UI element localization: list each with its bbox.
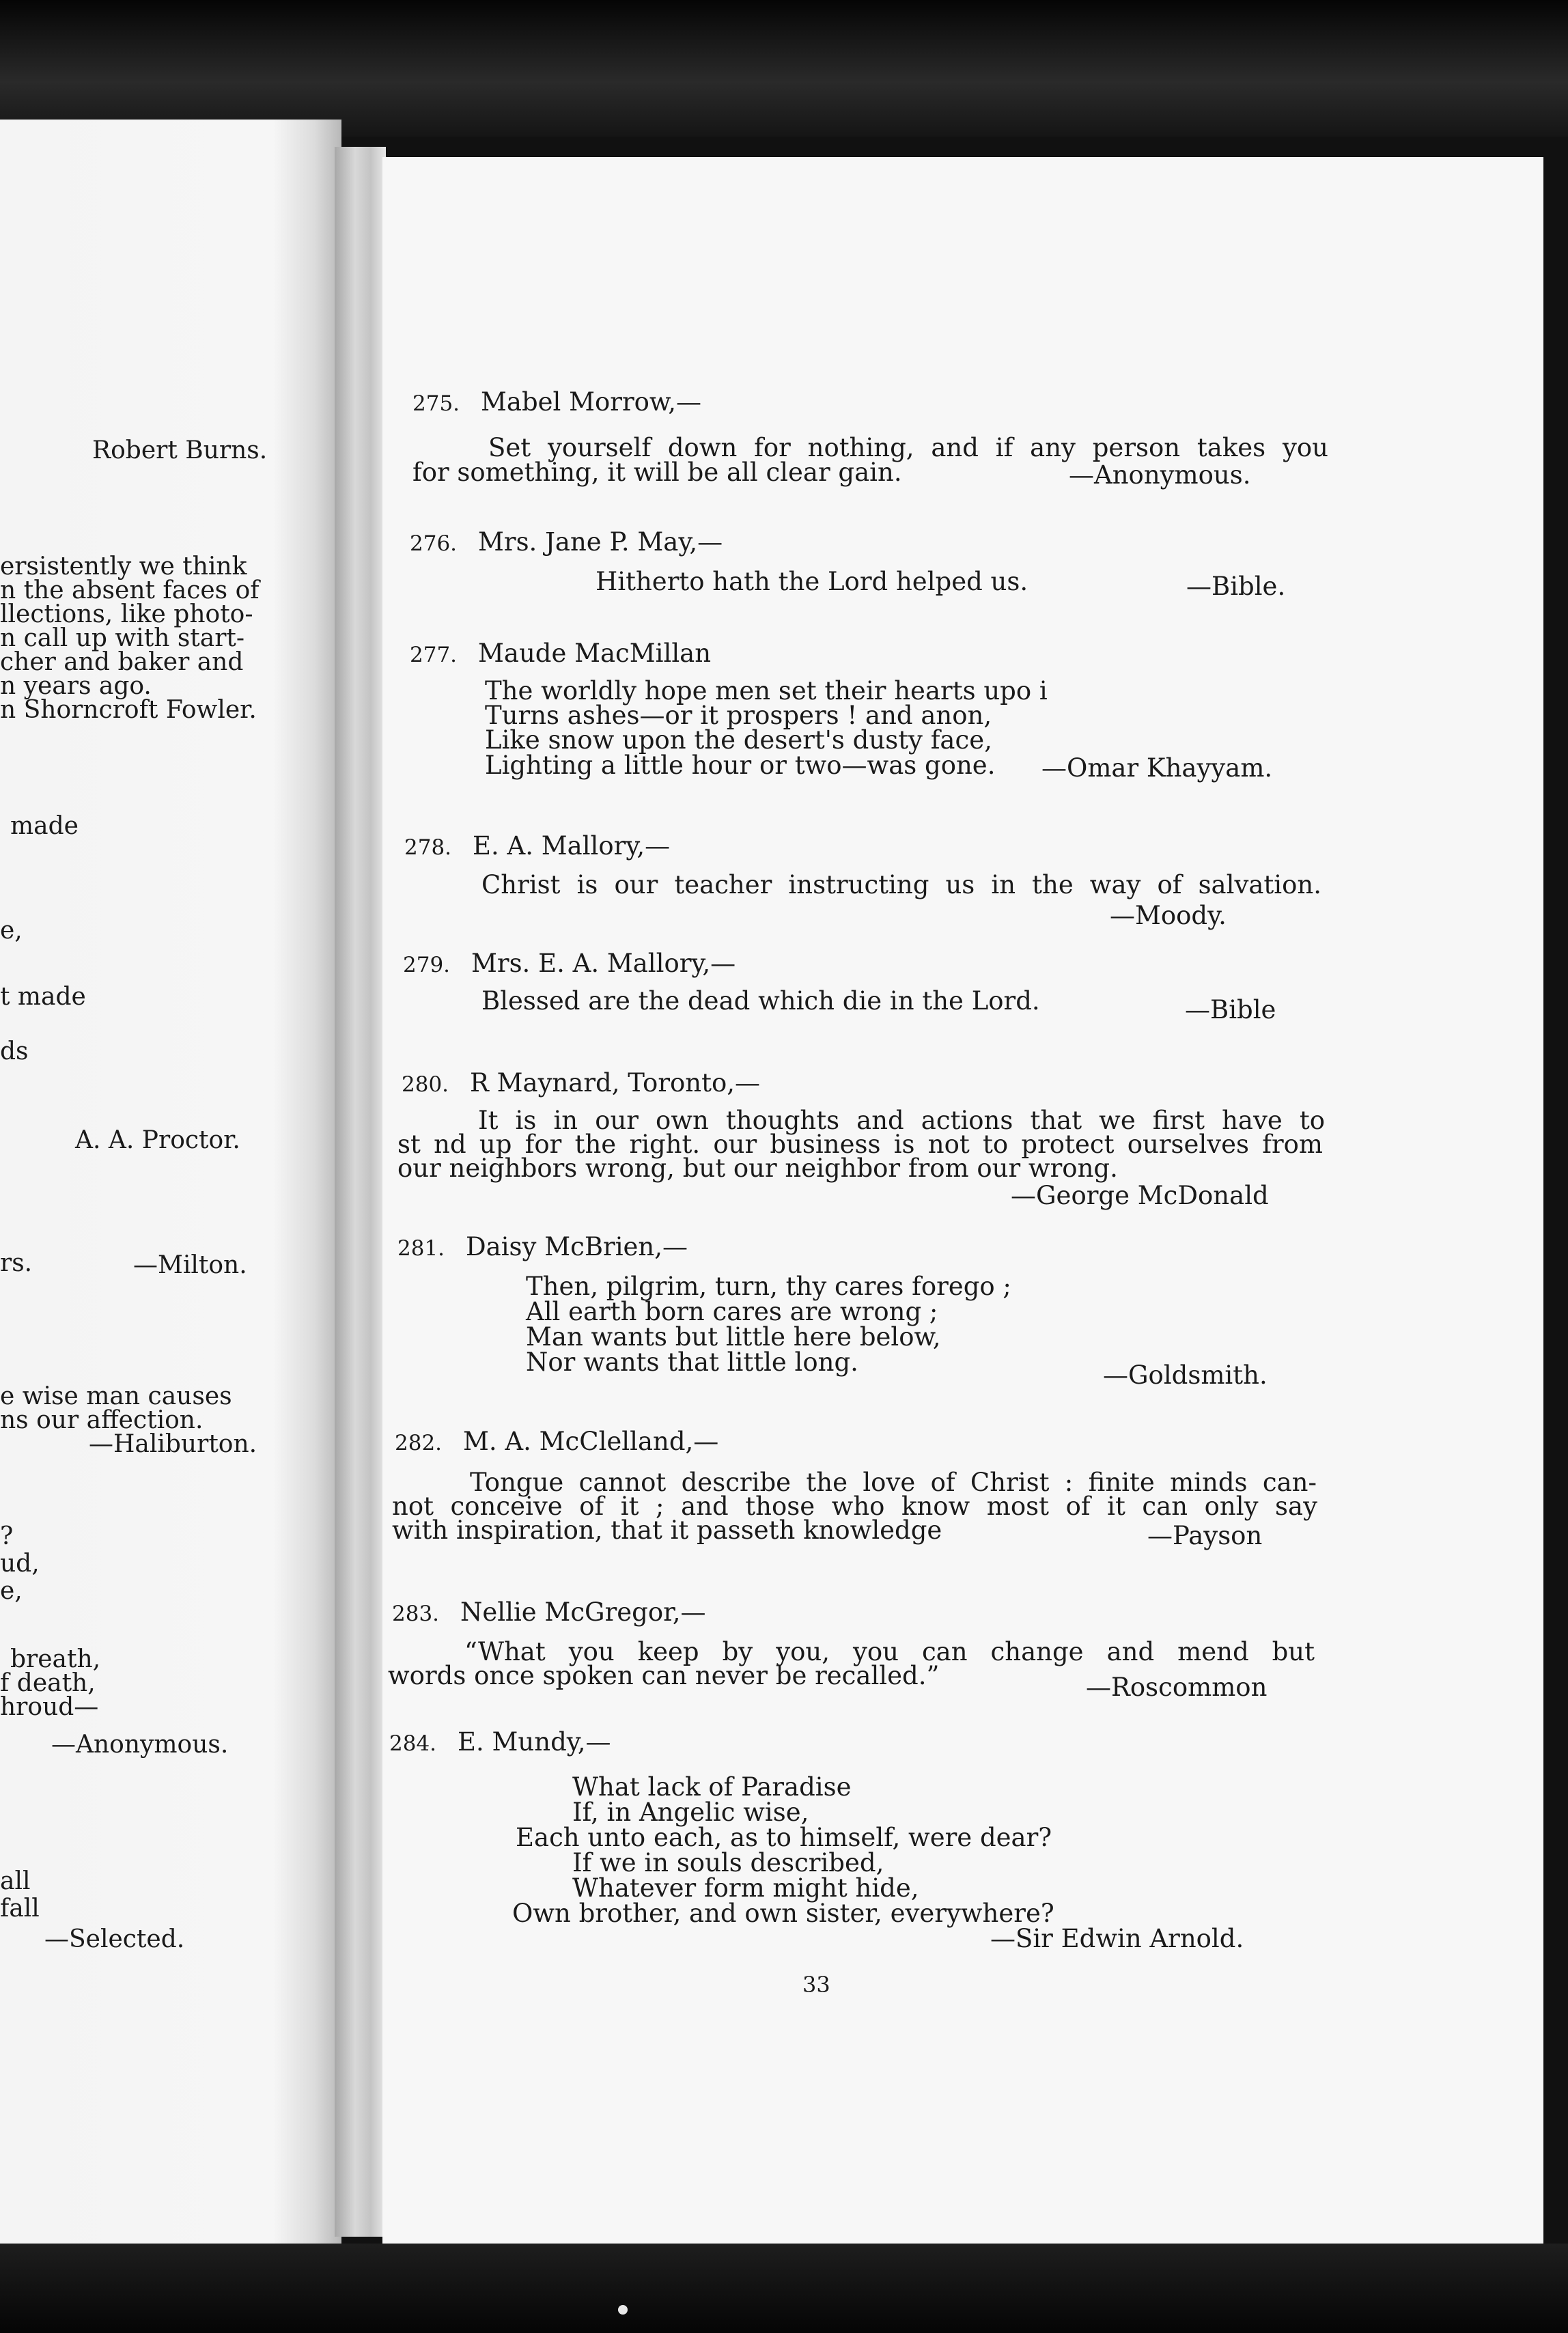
left-line: made <box>10 812 79 840</box>
entry-number: 276. <box>410 531 458 556</box>
book-shadow-top <box>0 0 1568 137</box>
entry-name: Mrs. Jane P. May,— <box>478 527 723 557</box>
entry-name: Nellie McGregor,— <box>460 1597 706 1627</box>
left-line: ds <box>0 1037 29 1065</box>
left-line: n Shorncroft Fowler. <box>0 696 257 724</box>
entry-attribution: —Sir Edwin Arnold. <box>990 1924 1244 1953</box>
left-line: n years ago. <box>0 672 152 700</box>
book-shadow-bottom <box>0 2244 1568 2333</box>
entry-number: 282. <box>395 1431 443 1455</box>
right-page <box>382 157 1543 2247</box>
entry-text-line: Each unto each, as to himself, were dear? <box>516 1823 1052 1852</box>
entry-text-line: st nd up for the right. our business is not to protect ourselves from <box>397 1130 1323 1159</box>
entry-heading <box>410 641 711 666</box>
entry-text-line: Set yourself down for nothing, and if any person takes you <box>488 433 1328 462</box>
entry-heading <box>397 1234 688 1259</box>
left-line: e, <box>0 917 23 945</box>
entry-text-line: Lighting a little hour or two—was gone. <box>485 751 996 780</box>
entry-name: Daisy McBrien,— <box>466 1232 688 1261</box>
left-line: —Haliburton. <box>89 1430 257 1458</box>
entry-text-line: Tongue cannot describe the love of Christ : finite minds can- <box>470 1468 1317 1497</box>
left-line: e, <box>0 1577 23 1605</box>
entry-name: R Maynard, Toronto,— <box>470 1068 761 1098</box>
entry-number: 281. <box>397 1236 445 1261</box>
left-line: all <box>0 1867 31 1895</box>
entry-text-line: Hitherto hath the Lord helped us. <box>596 567 1028 596</box>
entry-attribution: —Payson <box>1147 1521 1263 1550</box>
entry-text-line: “What you keep by you, you can change and mend but <box>464 1637 1315 1666</box>
left-line: hroud— <box>0 1693 99 1721</box>
left-line: e wise man causes <box>0 1382 232 1410</box>
entry-heading <box>404 831 671 861</box>
entry-heading <box>412 389 701 415</box>
left-line: llections, like photo- <box>0 600 253 628</box>
entry-text-line: If, in Angelic wise, <box>572 1798 809 1827</box>
entry-text-line: Whatever form might hide, <box>572 1873 919 1903</box>
entry-heading <box>410 529 723 555</box>
entry-heading <box>392 1599 706 1625</box>
entry-attribution: —Omar Khayyam. <box>1041 753 1273 783</box>
entry-text-line: Like snow upon the desert's dusty face, <box>485 725 992 755</box>
entry-heading <box>389 1729 611 1755</box>
left-line: n call up with start- <box>0 624 245 652</box>
entry-text-line: Turns ashes—or it prospers ! and anon, <box>485 701 992 730</box>
entry-text-line: Nor wants that little long. <box>526 1347 858 1377</box>
left-line: A. A. Proctor. <box>75 1126 240 1154</box>
entry-number: 279. <box>403 953 451 977</box>
left-page <box>0 120 341 2244</box>
entry-number: 280. <box>402 1072 449 1097</box>
entry-text-line: for something, it will be all clear gain. <box>412 458 902 487</box>
left-line: cher and baker and <box>0 648 244 676</box>
left-line: breath, <box>10 1645 101 1673</box>
scan-mark <box>618 2305 628 2315</box>
left-line: t made <box>0 983 86 1011</box>
entry-attribution: —Bible. <box>1186 572 1286 601</box>
entry-text-line: Man wants but little here below, <box>526 1322 941 1352</box>
entry-heading <box>395 1429 718 1454</box>
entry-text-line: All earth born cares are wrong ; <box>526 1297 938 1326</box>
entry-text-line: Own brother, and own sister, everywhere? <box>512 1899 1054 1928</box>
entry-text-line: Then, pilgrim, turn, thy cares forego ; <box>526 1272 1011 1301</box>
entry-text-line: It is in our own thoughts and actions that we first have to <box>478 1106 1325 1135</box>
entry-attribution: —Bible <box>1185 995 1276 1024</box>
entry-name: M. A. McClelland,— <box>463 1427 719 1456</box>
entry-text-line: Christ is our teacher instructing us in the way of salvation. <box>481 870 1321 899</box>
entry-attribution: —Moody. <box>1110 901 1227 930</box>
entry-text-line: our neighbors wrong, but our neighbor from our wrong. <box>397 1154 1118 1183</box>
entry-text-line: Blessed are the dead which die in the Lord. <box>481 986 1040 1016</box>
entry-name: Maude MacMillan <box>478 639 712 668</box>
entry-heading <box>403 951 736 976</box>
entry-name: E. Mundy,— <box>458 1727 611 1757</box>
left-line: Robert Burns. <box>92 436 268 464</box>
left-line: fall <box>0 1895 40 1923</box>
entry-number: 283. <box>392 1602 440 1626</box>
entry-text-line: If we in souls described, <box>572 1848 884 1877</box>
left-line: —Selected. <box>44 1925 185 1953</box>
entry-text-line: with inspiration, that it passeth knowledge <box>392 1515 942 1545</box>
entry-text-line: not conceive of it ; and those who know most of it can only say <box>392 1492 1317 1521</box>
left-line: n the absent faces of <box>0 576 260 604</box>
entry-name: E. A. Mallory,— <box>473 831 671 861</box>
left-line: rs. <box>0 1249 33 1277</box>
left-line: —Milton. <box>133 1251 247 1279</box>
entry-text-line: words once spoken can never be recalled.” <box>388 1661 940 1690</box>
entry-number: 275. <box>412 391 460 416</box>
left-line: ns our affection. <box>0 1406 204 1434</box>
entry-attribution: —George McDonald <box>1011 1181 1269 1210</box>
entry-name: Mrs. E. A. Mallory,— <box>471 949 736 978</box>
left-line: f death, <box>0 1669 96 1697</box>
page-number: 33 <box>802 1972 830 1998</box>
entry-heading <box>402 1068 761 1098</box>
book-gutter <box>335 147 386 2237</box>
entry-number: 278. <box>404 835 452 860</box>
left-line: —Anonymous. <box>51 1731 229 1759</box>
entry-attribution: —Roscommon <box>1086 1673 1268 1702</box>
left-line: ? <box>0 1522 14 1550</box>
entry-attribution: —Anonymous. <box>1069 460 1251 490</box>
entry-text-line: What lack of Paradise <box>572 1772 852 1802</box>
entry-number: 284. <box>389 1731 437 1756</box>
entry-attribution: —Goldsmith. <box>1103 1360 1268 1390</box>
entry-text-line: The worldly hope men set their hearts upo i <box>485 676 1048 706</box>
left-line: ud, <box>0 1550 40 1578</box>
entry-name: Mabel Morrow,— <box>481 387 701 417</box>
entry-number: 277. <box>410 643 458 667</box>
left-line: ersistently we think <box>0 553 247 581</box>
